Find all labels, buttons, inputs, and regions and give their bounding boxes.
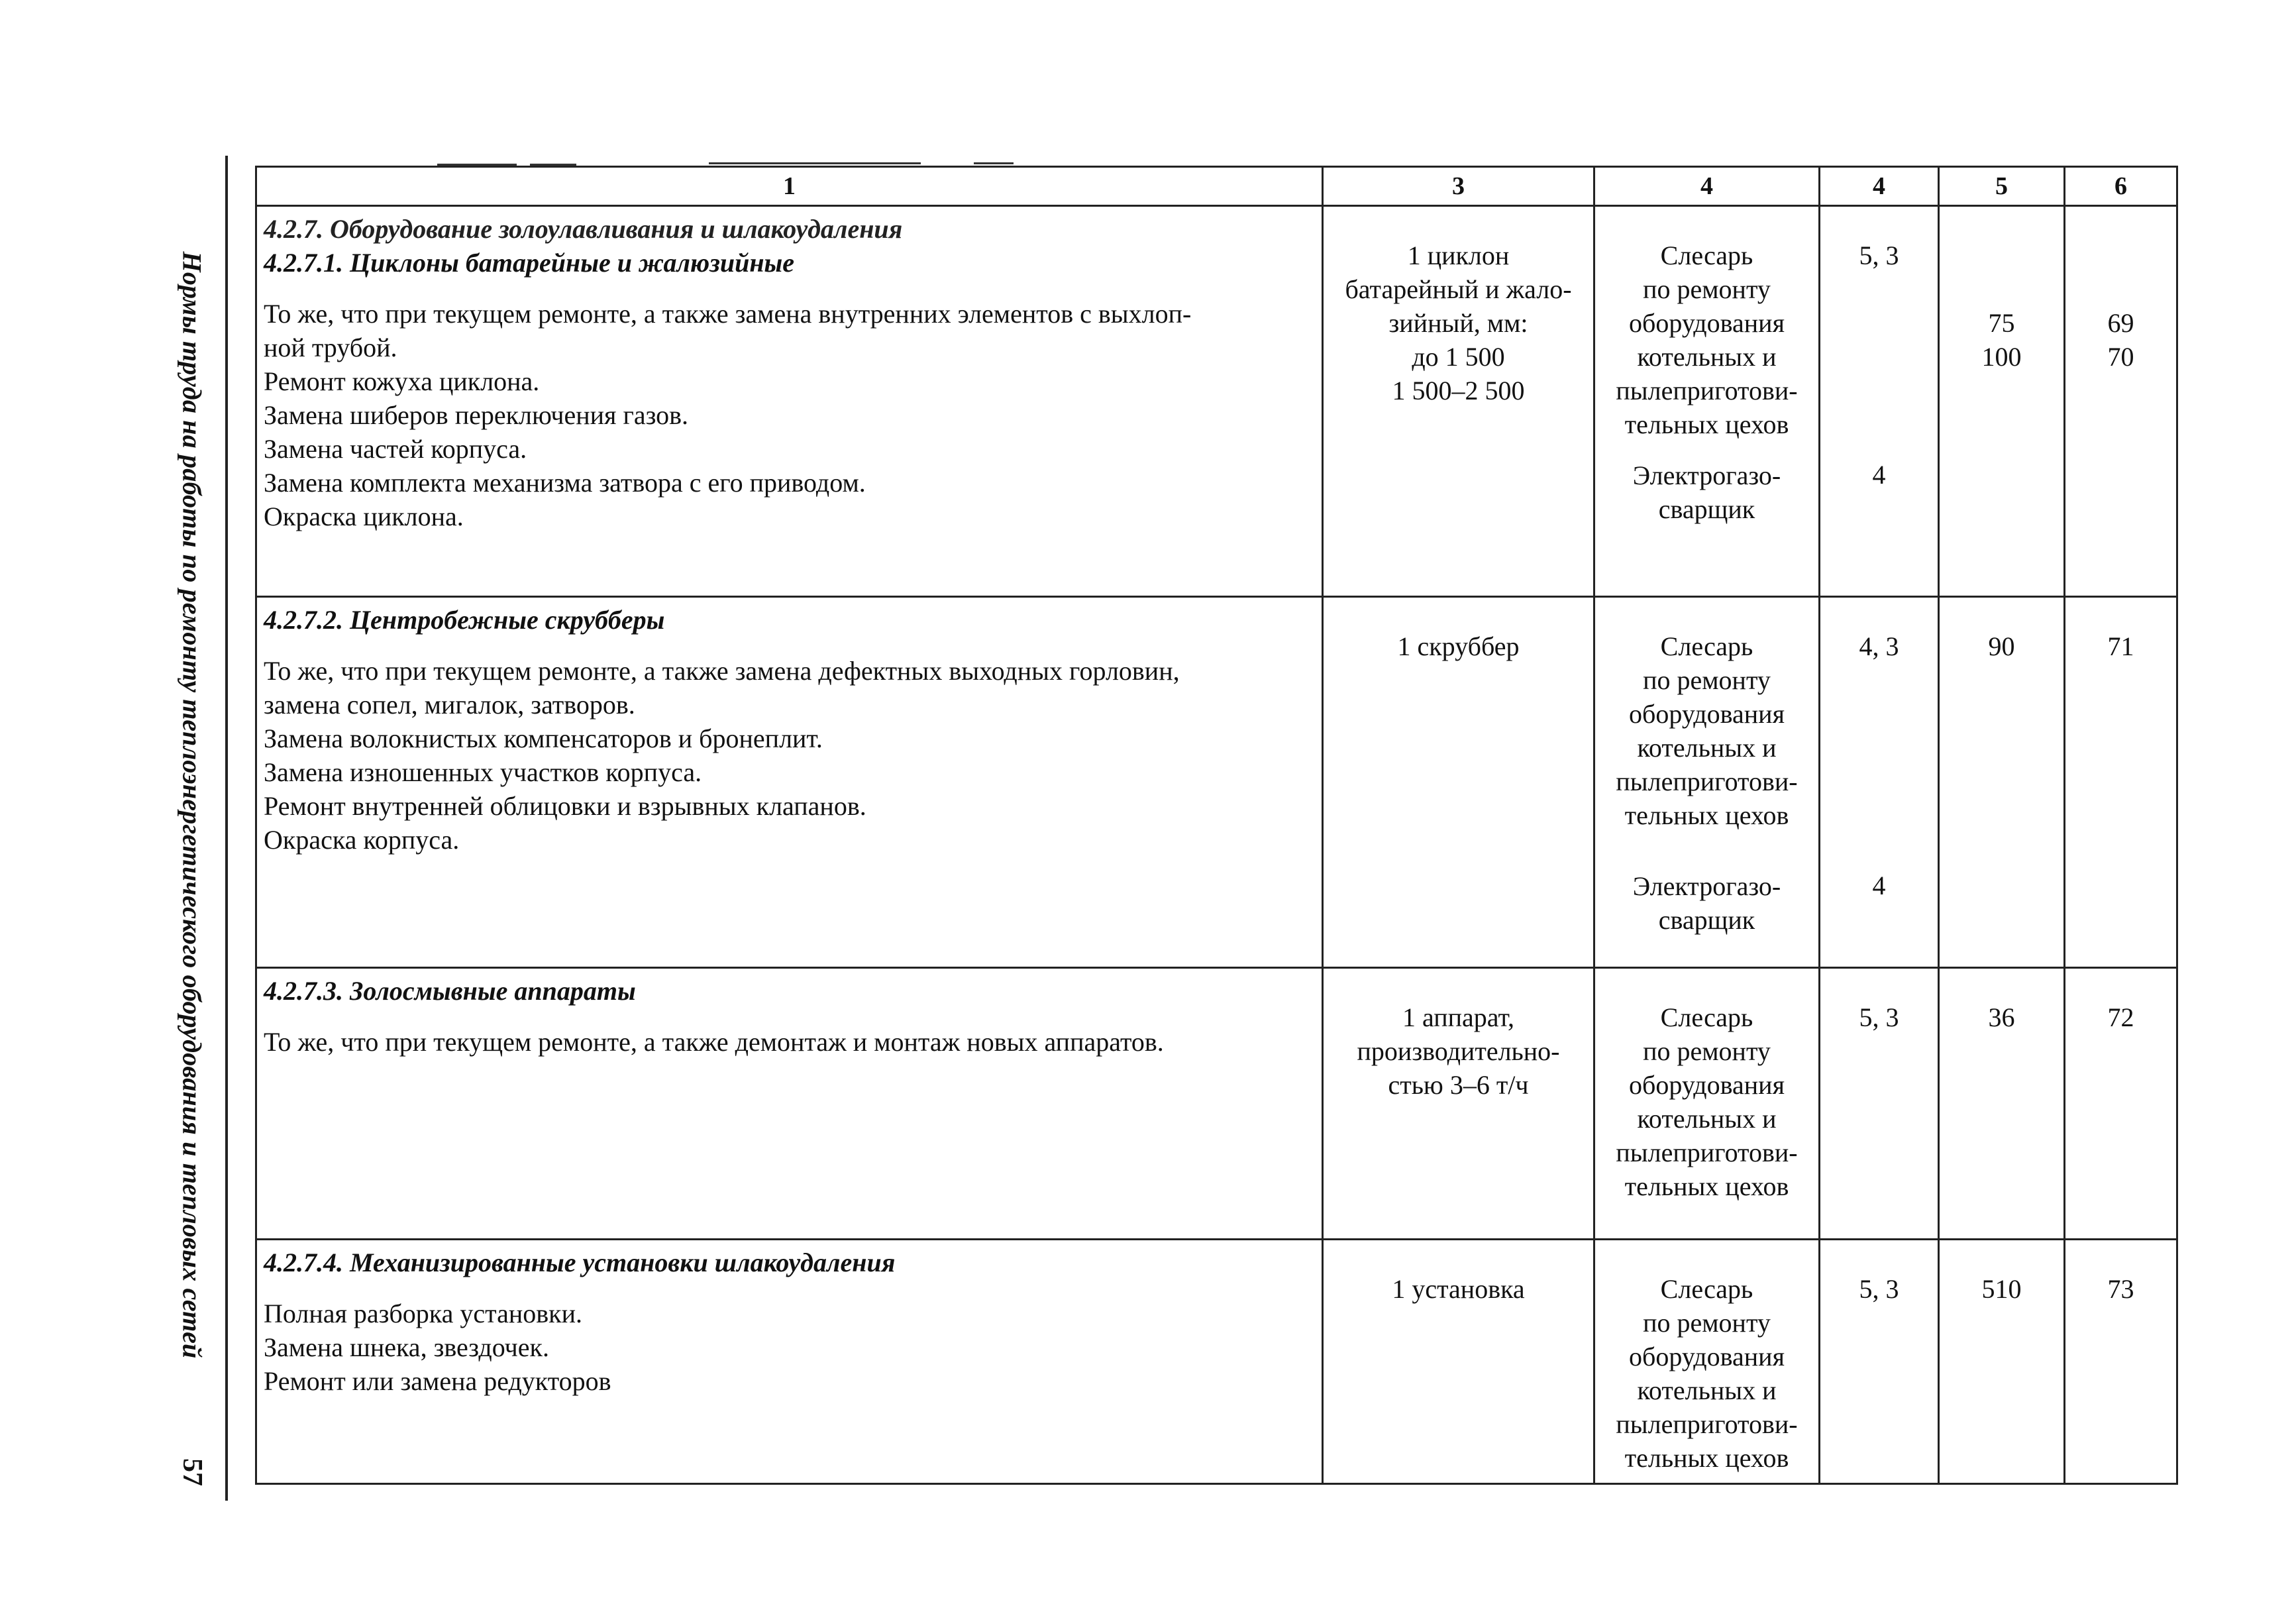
worker-line: оборудования [1629,1342,1785,1371]
norms-table [255,166,2178,1485]
grade-value: 5, 3 [1859,1274,1899,1304]
worker-cell [1594,206,1820,597]
work-line: Ремонт кожуха циклона. [264,366,540,396]
grade-cell [1820,968,1939,1240]
worker-line: тельных цехов [1624,800,1789,830]
work-description-cell [256,968,1323,1240]
norm-cell [1939,597,2065,968]
code-cell [2065,968,2177,1240]
work-line: Окраска корпуса. [264,825,460,855]
worker-line: тельных цехов [1624,409,1789,439]
norm-value: 36 [1988,1002,2015,1032]
worker-line: пылеприготови- [1616,376,1798,405]
grade-cell [1820,206,1939,597]
norm-cell [1939,206,2065,597]
worker-cell [1594,1240,1820,1484]
section-heading: 4.2.7.2. Центробежные скрубберы [264,605,665,635]
work-line: замена сопел, мигалок, затворов. [264,690,635,720]
section-heading: 4.2.7.1. Циклоны батарейные и жалюзийные [264,248,795,278]
norm-cell [1939,968,2065,1240]
worker-line: пылеприготови- [1616,1138,1798,1167]
header-cell: 5 [1939,167,2065,206]
code-value: 71 [2107,631,2134,661]
work-line: Замена изношенных участков корпуса. [264,757,702,787]
work-line: Замена комплекта механизма затвора с его приводом. [264,468,866,498]
grade-value: 4, 3 [1859,631,1899,661]
worker-line: пылеприготови- [1616,1409,1798,1439]
worker-line: пылеприготови- [1616,767,1798,796]
worker-line: Слесарь [1660,1002,1753,1032]
header-cell: 4 [1820,167,1939,206]
page-number: 57 [177,1458,207,1486]
worker-line: по ремонту [1643,665,1771,695]
table-header-row [256,167,2177,206]
table-row [256,1240,2177,1484]
unit-line: батарейный и жало- [1345,274,1572,304]
table-row [256,968,2177,1240]
side-rule [225,156,228,1501]
code-value: 70 [2107,342,2134,372]
worker-line: оборудования [1629,1070,1785,1100]
header-cell: 1 [256,167,1323,206]
header-cell: 4 [1594,167,1820,206]
worker-line: котельных и [1637,733,1777,763]
worker-line: тельных цехов [1624,1171,1789,1201]
grade-value: 5, 3 [1859,1002,1899,1032]
code-value: 73 [2107,1274,2134,1304]
unit-line: 1 скруббер [1397,631,1520,661]
work-line: То же, что при текущем ремонте, а также демонтаж и монтаж новых аппаратов. [264,1027,1164,1057]
work-line: Замена шиберов переключения газов. [264,400,689,430]
section-heading: 4.2.7.3. Золосмывные аппараты [264,976,636,1006]
header-cell: 3 [1323,167,1594,206]
worker-line: по ремонту [1643,1036,1771,1066]
section-heading: 4.2.7.4. Механизированные установки шлакоудаления [264,1248,896,1277]
scan-dash [974,162,1014,164]
norm-cell [1939,1240,2065,1484]
unit-line: 1 аппарат, [1402,1002,1514,1032]
table-row [256,597,2177,968]
unit-line: 1 500–2 500 [1392,376,1525,405]
work-line: Ремонт внутренней облицовки и взрывных клапанов. [264,791,866,821]
work-description-cell [256,597,1323,968]
worker-line: котельных и [1637,342,1777,372]
worker-line: Электрогазо- [1632,460,1781,490]
worker-line: оборудования [1629,699,1785,729]
grade-value: 5, 3 [1859,241,1899,270]
grade-value: 4 [1872,871,1886,900]
unit-cell [1323,968,1594,1240]
scan-dash [709,162,921,164]
worker-line: Слесарь [1660,1274,1753,1304]
norm-value: 90 [1988,631,2015,661]
norm-value: 75 [1988,308,2015,338]
code-cell [2065,1240,2177,1484]
work-line: Полная разборка установки. [264,1299,582,1328]
work-line: То же, что при текущем ремонте, а также замена внутренних элементов с выхлоп- [264,299,1192,329]
norm-value: 100 [1981,342,2022,372]
work-line: Окраска циклона. [264,502,464,531]
worker-line: Слесарь [1660,631,1753,661]
worker-cell [1594,968,1820,1240]
work-description-cell [256,206,1323,597]
norm-value: 510 [1981,1274,2022,1304]
code-value: 69 [2107,308,2134,338]
worker-line: котельных и [1637,1375,1777,1405]
unit-cell [1323,597,1594,968]
work-line: Замена частей корпуса. [264,434,527,464]
work-line: То же, что при текущем ремонте, а также замена дефектных выходных горловин, [264,656,1180,686]
work-line: ной трубой. [264,333,397,362]
unit-line: до 1 500 [1412,342,1505,372]
work-line: Ремонт или замена редукторов [264,1366,611,1396]
unit-line: 1 циклон [1407,241,1510,270]
worker-line: котельных и [1637,1104,1777,1134]
worker-line: Электрогазо- [1632,871,1781,901]
worker-line: сварщик [1658,494,1755,524]
work-line: Замена волокнистых компенсаторов и бронеплит. [264,724,823,753]
header-cell: 6 [2065,167,2177,206]
work-description-cell [256,1240,1323,1484]
unit-line: производительно- [1357,1036,1560,1066]
code-value: 72 [2107,1002,2134,1032]
unit-cell [1323,206,1594,597]
group-heading: 4.2.7. Оборудование золоулавливания и шлакоудаления [264,214,903,244]
unit-line: стью 3–6 т/ч [1388,1070,1529,1100]
grade-cell [1820,1240,1939,1484]
unit-line: зийный, мм: [1388,308,1528,338]
worker-line: тельных цехов [1624,1443,1789,1473]
code-cell [2065,206,2177,597]
side-running-title: Нормы труда на работы по ремонту теплоэнергетического оборудования и тепловых сетей [177,251,207,1359]
worker-cell [1594,597,1820,968]
worker-line: сварщик [1658,905,1755,935]
worker-line: Слесарь [1660,241,1753,270]
unit-cell [1323,1240,1594,1484]
work-line: Замена шнека, звездочек. [264,1332,549,1362]
worker-line: по ремонту [1643,274,1771,304]
grade-cell [1820,597,1939,968]
unit-line: 1 установка [1392,1274,1525,1304]
worker-line: оборудования [1629,308,1785,338]
worker-line: по ремонту [1643,1308,1771,1338]
grade-value: 4 [1872,460,1886,490]
table-row [256,206,2177,597]
code-cell [2065,597,2177,968]
